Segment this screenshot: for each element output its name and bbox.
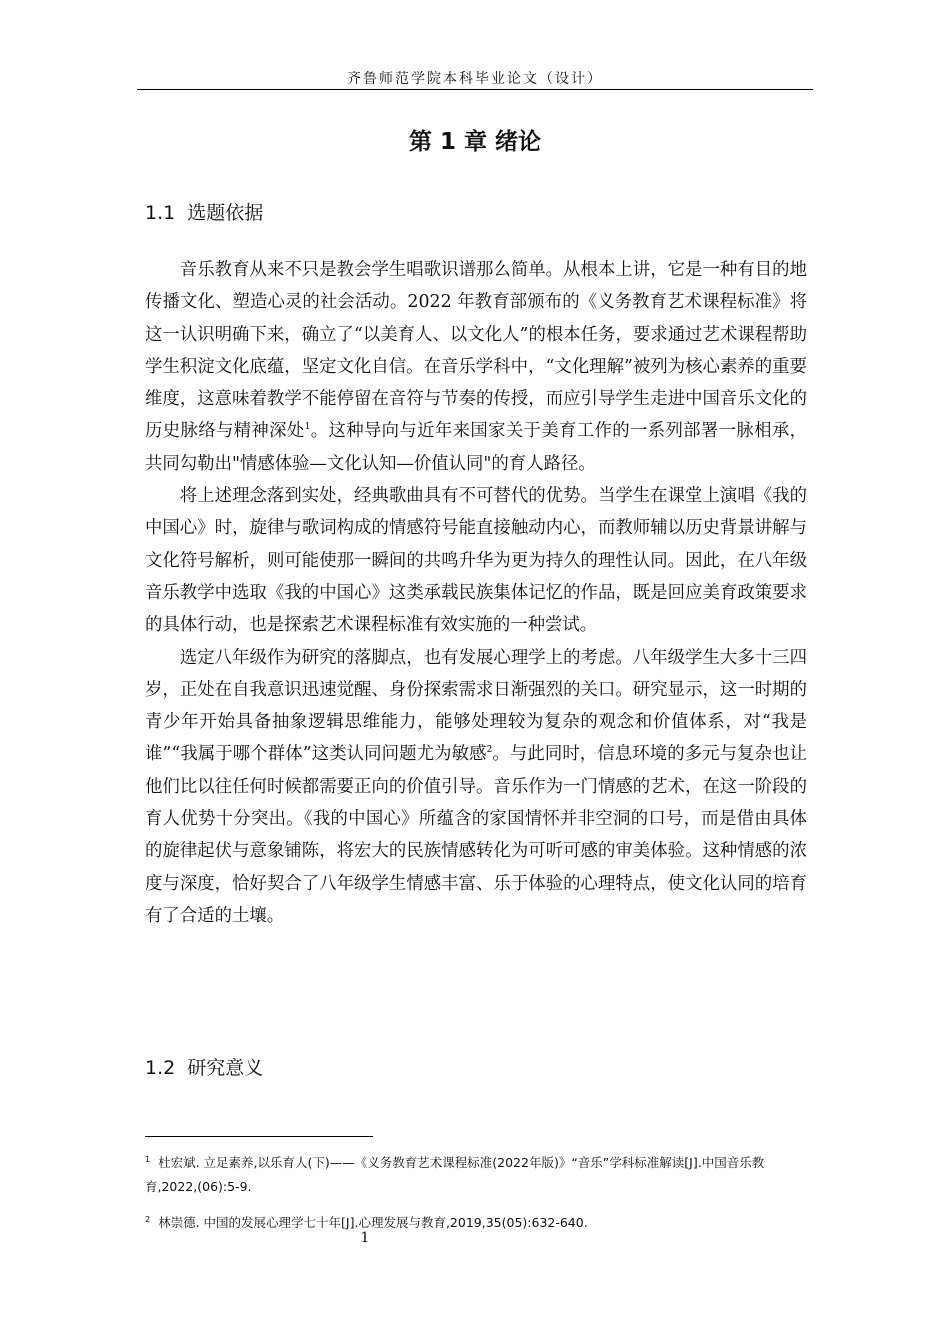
chapter-title: 第 1 章 绪论 xyxy=(408,129,542,155)
section-heading-1-1 xyxy=(145,198,263,228)
section-title: 选题依据 xyxy=(187,202,264,224)
footnote-text: 杜宏斌. 立足素养,以乐育人(下)——《义务教育艺术课程标准(2022年版)》“音乐”学科标准解读[J].中国音乐教育,2022,(06):5-9. xyxy=(145,1155,765,1195)
page-number: 1 xyxy=(360,1230,370,1246)
paragraph: 选定八年级作为研究的落脚点，也有发展心理学上的考虑。八年级学生大多十三四岁，正处在自我意识迅速觉醒、身份探索需求日渐强烈的关口。研究显示，这一时期的青少年开始具备抽象逻辑思维能力，能够处理较为复杂的观念和价值体系，对“我是谁”“我属于哪个群体”这类认同问题尤为敏感$^2$。与此同时，信息环境的多元与复杂也让他们比以往任何时候都需要正向的价值引导。音乐作为一门情感的艺术，在这一阶段的育人优势十分突出。《我的中国心》所蕴含的家国情怀并非空洞的口号，而是借由具体的旋律起伏与意象铺陈，将宏大的民族情感转化为可听可感的审美体验。这种情感的浓度与深度，恰好契合了八年级学生情感丰富、乐于体验的心理特点，使文化认同的培育有了合适的土壤。 xyxy=(145,647,807,926)
footnote-1 xyxy=(145,1148,807,1199)
footnote-ref[interactable]: 2 xyxy=(486,745,493,756)
header-rule xyxy=(137,89,813,90)
footnote-text: 林崇德. 中国的发展心理学七十年[J].心理发展与教育,2019,35(05):632-640. xyxy=(158,1215,588,1231)
section-number: 1.2 xyxy=(145,1057,176,1079)
section-body xyxy=(145,254,807,932)
running-header: 齐鲁师范学院本科毕业论文（设计） xyxy=(347,71,603,87)
footnote-mark: 2 xyxy=(145,1215,151,1224)
footnote-ref[interactable]: 1 xyxy=(304,422,311,433)
paragraph: 音乐教育从来不只是教会学生唱歌识谱那么简单。从根本上讲，它是一种有目的地传播文化、塑造心灵的社会活动。2022 年教育部颁布的《义务教育艺术课程标准》将这一认识明确下来，确立了“以美育人、以文化人”的根本任务，要求通过艺术课程帮助学生积淀文化底蕴，坚定文化自信。在音乐学科中，“文化理解”被列为核心素养的重要维度，这意味着教学不能停留在音符与节奏的传授，而应引导学生走进中国音乐文化的历史脉络与精神深处$^1$。这种导向与近年来国家关于美育工作的一系列部署一脉相承，共同勾勒出"情感体验—文化认知—价值认同"的育人路径。 xyxy=(145,260,807,474)
section-title: 研究意义 xyxy=(187,1057,264,1079)
section-heading-1-2 xyxy=(145,1053,263,1083)
footnote-mark: 1 xyxy=(145,1155,151,1164)
footnote-rule xyxy=(145,1136,373,1137)
paragraph: 将上述理念落到实处，经典歌曲具有不可替代的优势。当学生在课堂上演唱《我的中国心》时，旋律与歌词构成的情感符号能直接触动内心，而教师辅以历史背景讲解与文化符号解析，则可能使那一瞬间的共鸣升华为更为持久的理性认同。因此，在八年级音乐教学中选取《我的中国心》这类承载民族集体记忆的作品，既是回应美育政策要求的具体行动，也是探索艺术课程标准有效实施的一种尝试。 xyxy=(145,486,807,636)
section-number: 1.1 xyxy=(145,202,176,224)
